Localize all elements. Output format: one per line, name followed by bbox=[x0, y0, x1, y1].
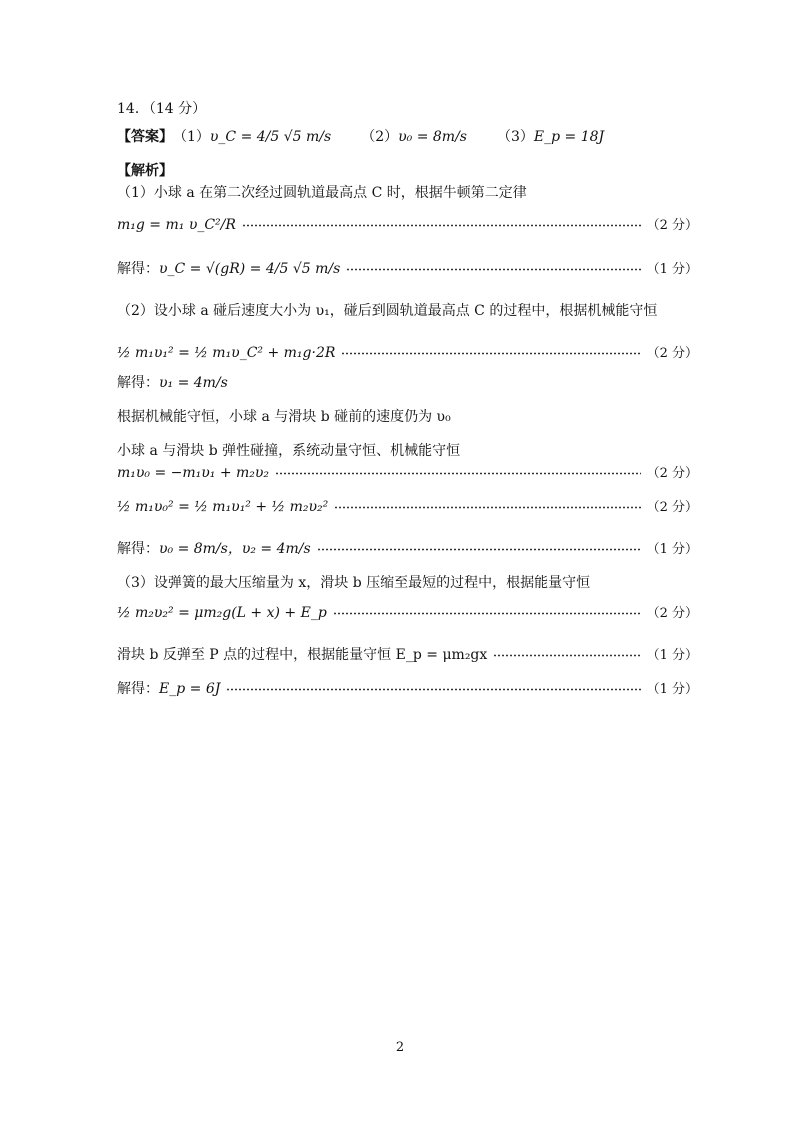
answer-part1-expr: υ_C = 4/5 √5 m/s bbox=[209, 129, 332, 145]
equation-3-row bbox=[117, 466, 698, 480]
page-number: 2 bbox=[395, 1040, 405, 1055]
leader-dots bbox=[275, 472, 641, 475]
solution-3-score: （1 分） bbox=[646, 541, 698, 557]
equation-2-score: （2 分） bbox=[646, 345, 698, 361]
part3-line: 滑块 b 反弹至 P 点的过程中，根据能量守恒 E_p = μm₂gx bbox=[117, 647, 488, 663]
solution-3: υ₀ = 8m/s，υ₂ = 4m/s bbox=[159, 541, 311, 557]
leader-dots bbox=[493, 654, 640, 657]
equation-4-row bbox=[117, 500, 698, 514]
answer-part2-prefix: （2） bbox=[361, 129, 399, 145]
analysis-label: 【解析】 bbox=[117, 163, 173, 179]
leader-dots bbox=[317, 548, 641, 551]
equation-5-score: （2 分） bbox=[646, 605, 698, 621]
leader-dots bbox=[226, 688, 640, 691]
solution-4-score: （1 分） bbox=[646, 681, 698, 697]
solution-2-row bbox=[117, 376, 228, 390]
part2-note-2: 小球 a 与滑块 b 弹性碰撞，系统动量守恒、机械能守恒 bbox=[117, 443, 461, 459]
equation-1: m₁g = m₁ υ_C²/R bbox=[117, 217, 236, 233]
part1-intro: （1）小球 a 在第二次经过圆轨道最高点 C 时，根据牛顿第二定律 bbox=[117, 185, 527, 201]
leader-dots bbox=[341, 352, 640, 355]
solution-4-row bbox=[117, 682, 698, 696]
solution-1-prefix: 解得： bbox=[117, 261, 159, 277]
solution-4: E_p = 6J bbox=[159, 681, 221, 697]
answer-part3-prefix: （3） bbox=[496, 129, 534, 145]
solution-3-row bbox=[117, 542, 698, 556]
equation-5-row bbox=[117, 606, 698, 620]
answer-part2-expr: υ₀ = 8m/s bbox=[398, 129, 467, 145]
solution-3-prefix: 解得： bbox=[117, 541, 159, 557]
equation-2: ½ m₁υ₁² = ½ m₁υ_C² + m₁g·2R bbox=[117, 345, 336, 361]
leader-dots bbox=[242, 224, 641, 227]
leader-dots bbox=[333, 612, 641, 615]
answer-part3-expr: E_p = 18J bbox=[533, 129, 605, 145]
equation-1-row bbox=[117, 218, 698, 232]
equation-4: ½ m₁υ₀² = ½ m₁υ₁² + ½ m₂υ₂² bbox=[117, 499, 329, 515]
answer-part1-prefix: （1） bbox=[173, 129, 210, 145]
equation-4-score: （2 分） bbox=[646, 499, 698, 515]
equation-5: ½ m₂υ₂² = μm₂g(L + x) + E_p bbox=[117, 605, 327, 621]
question-number: 14．（14 分） bbox=[117, 101, 207, 117]
solution-4-prefix: 解得： bbox=[117, 681, 159, 697]
solution-2: υ₁ = 4m/s bbox=[159, 375, 228, 391]
solution-1: υ_C = √(gR) = 4/5 √5 m/s bbox=[159, 261, 341, 277]
equation-2-row bbox=[117, 346, 698, 360]
equation-3-score: （2 分） bbox=[646, 465, 698, 481]
leader-dots bbox=[334, 506, 640, 509]
equation-3: m₁υ₀ = −m₁υ₁ + m₂υ₂ bbox=[117, 465, 270, 481]
solution-1-row bbox=[117, 262, 698, 276]
answer-line bbox=[117, 130, 604, 144]
solution-1-score: （1 分） bbox=[646, 261, 698, 277]
leader-dots bbox=[346, 268, 640, 271]
part3-line-score: （1 分） bbox=[646, 647, 698, 663]
part3-line-row bbox=[117, 648, 698, 662]
part3-intro: （3）设弹簧的最大压缩量为 x，滑块 b 压缩至最短的过程中，根据能量守恒 bbox=[117, 575, 591, 591]
part2-note-1: 根据机械能守恒，小球 a 与滑块 b 碰前的速度仍为 υ₀ bbox=[117, 409, 451, 425]
solution-2-prefix: 解得： bbox=[117, 375, 159, 391]
equation-1-score: （2 分） bbox=[646, 217, 698, 233]
part2-intro: （2）设小球 a 碰后速度大小为 υ₁，碰后到圆轨道最高点 C 的过程中，根据机械能守恒 bbox=[117, 303, 658, 319]
answer-label: 【答案】 bbox=[117, 129, 173, 145]
